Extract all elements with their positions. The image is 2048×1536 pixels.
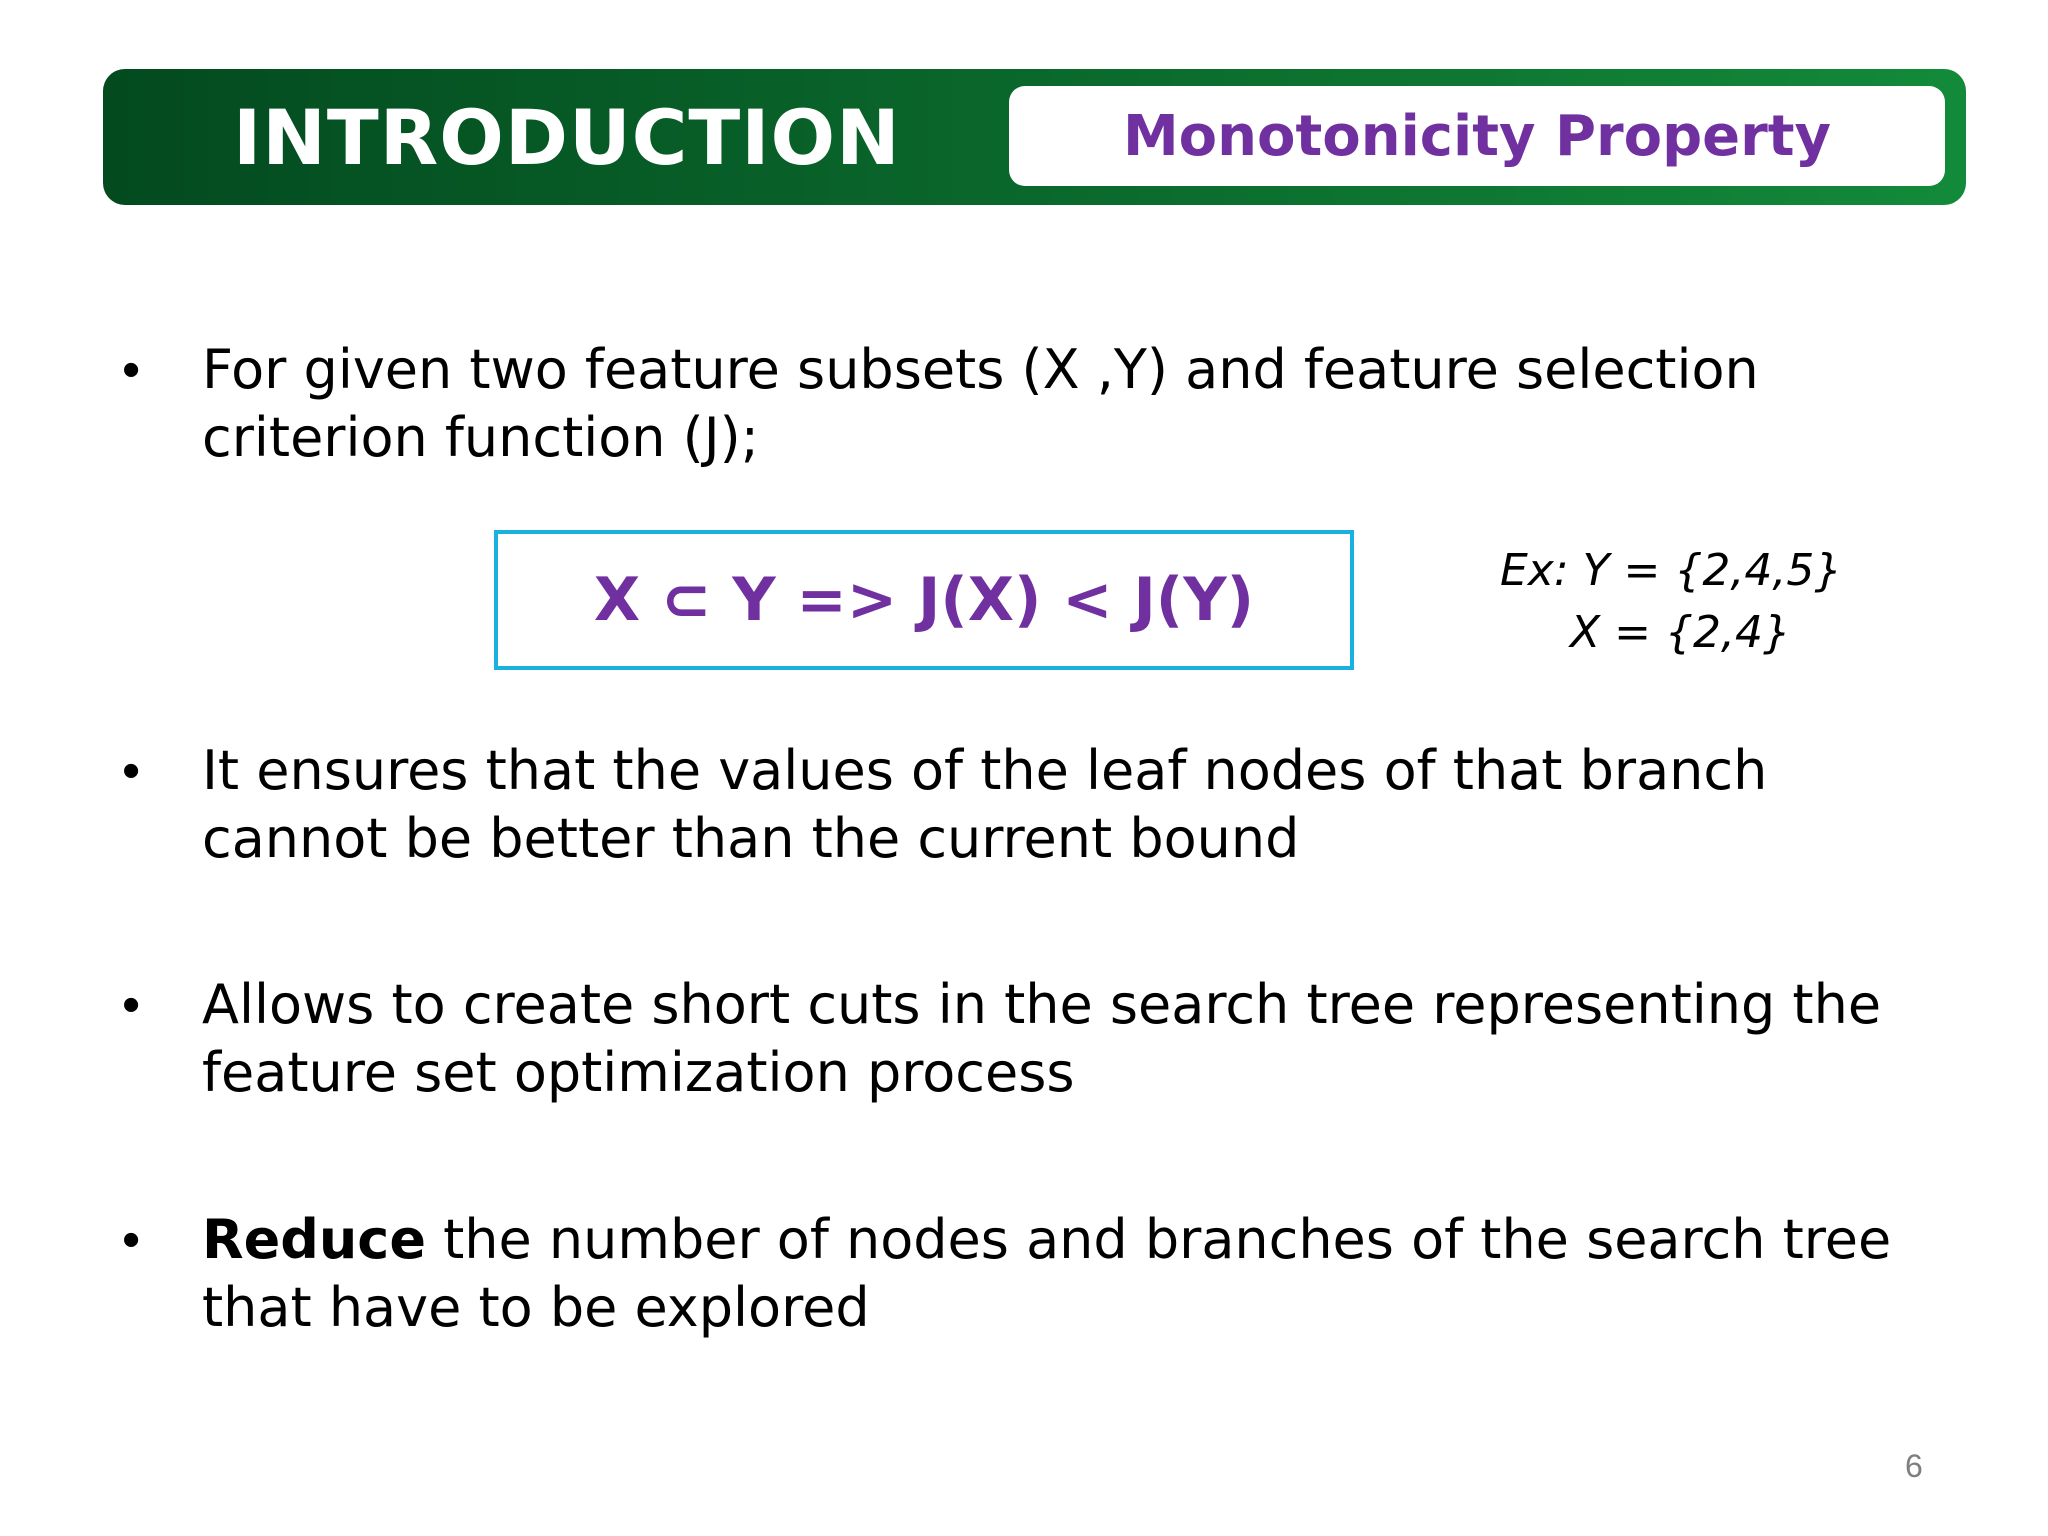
example-line-1: Ex: Y = {2,4,5} — [1500, 545, 1843, 596]
bullet-body: the number of nodes and branches of the search tree that have to be explored — [202, 1208, 1892, 1339]
slide-subtitle: Monotonicity Property — [1122, 103, 1832, 169]
example-line-2: X = {2,4} — [1570, 607, 1791, 658]
bullet-item-2 — [122, 737, 1952, 873]
bullet-text — [202, 737, 1952, 873]
bullet-icon: • — [122, 1211, 141, 1269]
slide-title: INTRODUCTION — [233, 93, 901, 182]
bullet-item-1 — [122, 336, 1952, 472]
bullet-body: It ensures that the values of the leaf nodes of that branch cannot be better than the current bound — [202, 739, 1768, 870]
bullet-text — [202, 971, 1952, 1107]
example-block — [1500, 540, 1842, 664]
bullet-text — [202, 336, 1952, 472]
bullet-text — [202, 1206, 1952, 1342]
bullet-body: Allows to create short cuts in the search tree representing the feature set optimization process — [202, 973, 1882, 1104]
header-bar — [103, 69, 1966, 205]
formula-box — [494, 530, 1354, 670]
monotonicity-formula: X ⊂ Y => J(X) < J(Y) — [593, 565, 1255, 635]
bullet-bold-prefix: Reduce — [202, 1208, 426, 1271]
page-number: 6 — [1905, 1448, 1923, 1484]
bullet-icon: • — [122, 341, 141, 399]
bullet-item-4 — [122, 1206, 1952, 1342]
bullet-icon: • — [122, 742, 141, 800]
bullet-icon: • — [122, 976, 141, 1034]
bullet-item-3 — [122, 971, 1952, 1107]
bullet-body: For given two feature subsets (X ,Y) and feature selection criterion function (J); — [202, 338, 1759, 469]
subtitle-box — [1009, 86, 1945, 186]
